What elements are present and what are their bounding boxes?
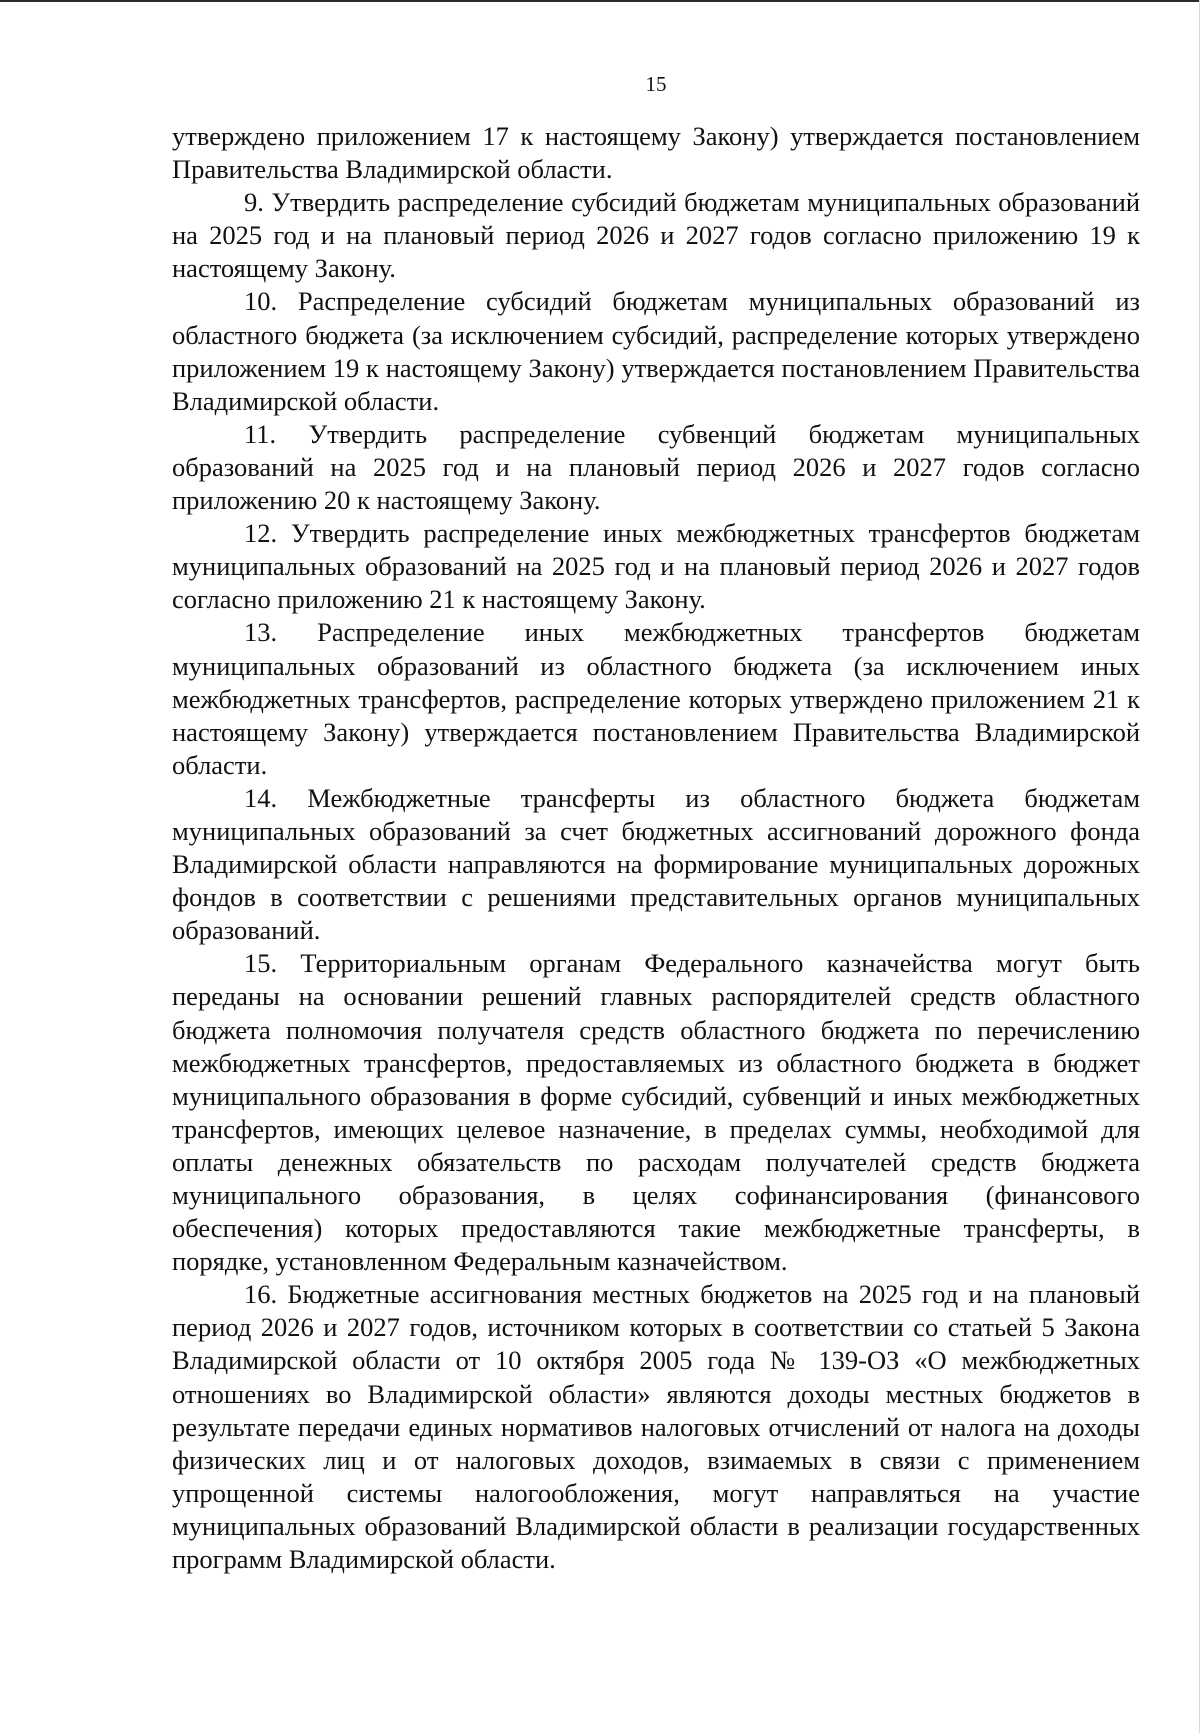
page-number: 15 xyxy=(645,72,667,96)
paragraph-12: 12. Утвердить распределение иных межбюджетных трансфертов бюджетам муниципальных образований на 2025 год и на плановый период 2026 и 2027 годов согласно приложению 21 к настоящему Закону. xyxy=(172,518,1140,615)
paragraph-13: 13. Распределение иных межбюджетных трансфертов бюджетам муниципальных образований из областного бюджета (за исключением иных межбюджетных трансфертов, распределение которых утверждено приложением 21 к настоящему Закону) утверждается постановлением Правительства Владимирской области. xyxy=(172,617,1140,780)
scan-top-edge xyxy=(0,0,1200,2)
paragraph-11: 11. Утвердить распределение субвенций бюджетам муниципальных образований на 2025 год и на плановый период 2026 и 2027 годов согласно приложению 20 к настоящему Закону. xyxy=(172,418,1140,516)
document-body xyxy=(172,120,1140,1576)
paragraph-10: 10. Распределение субсидий бюджетам муниципальных образований из областного бюджета (за исключением субсидий, распределение которых утверждено приложением 19 к настоящему Закону) утверждается постановлением Правительства Владимирской области. xyxy=(172,286,1140,416)
paragraph-9: 9. Утвердить распределение субсидий бюджетам муниципальных образований на 2025 год и на плановый период 2026 и 2027 годов согласно приложению 19 к настоящему Закону. xyxy=(172,187,1140,284)
paragraph-16: 16. Бюджетные ассигнования местных бюджетов на 2025 год и на плановый период 2026 и 2027 годов, источником которых в соответствии со статьей 5 Закона Владимирской области от 10 октября 2005 года № 139-ОЗ «О межбюджетных отношениях во Владимирской области» являются доходы местных бюджетов в результате передачи единых нормативов налоговых отчислений от налога на доходы физических лиц и от налоговых доходов, взимаемых в связи с применением упрощенной системы налогообложения, могут направляться на участие муниципальных образований Владимирской области в реализации государственных программ Владимирской области. xyxy=(172,1279,1140,1575)
paragraph-14: 14. Межбюджетные трансферты из областного бюджета бюджетам муниципальных образований за счет бюджетных ассигнований дорожного фонда Владимирской области направляются на формирование муниципальных дорожных фондов в соответствии с решениями представительных органов муниципальных образований. xyxy=(172,782,1140,946)
paragraph-continuation: утверждено приложением 17 к настоящему Закону) утверждается постановлением Правительства Владимирской области. xyxy=(172,121,1140,185)
paragraph-15: 15. Территориальным органам Федерального казначейства могут быть переданы на основании решений главных распорядителей средств областного бюджета полномочия получателя средств областного бюджета по перечислению межбюджетных трансфертов, предоставляемых из областного бюджета в бюджет муниципального образования в форме субсидий, субвенций и иных межбюджетных трансфертов, имеющих целевое назначение, в пределах суммы, необходимой для оплаты денежных обязательств по расходам получателей средств бюджета муниципального образования, в целях софинансирования (финансового обеспечения) которых предоставляются такие межбюджетные трансферты, в порядке, установленном Федеральным казначейством. xyxy=(172,948,1140,1277)
